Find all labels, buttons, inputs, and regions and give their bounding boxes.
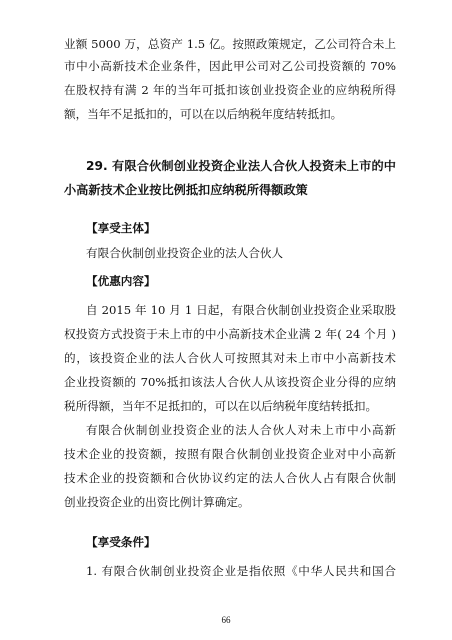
preferential-p1-line-4: 企业投资额的 70%抵扣该法人合伙人从该投资企业分得的应纳 — [64, 375, 396, 389]
preferential-p1-line-1: 自 2015 年 10 月 1 日起，有限合伙制创业投资企业采取股 — [86, 303, 396, 317]
preferential-p1-line-2: 权投资方式投资于未上市的中小高新技术企业满 2 年( 24 个月 ) — [64, 327, 396, 341]
preferential-p2-line-4: 创业投资企业的出资比例计算确定。 — [64, 495, 250, 509]
page-number: 66 — [221, 615, 231, 625]
beneficiary-text: 有限合伙制创业投资企业的法人合伙人 — [86, 246, 284, 260]
preferential-p2-line-1: 有限合伙制创业投资企业的法人合伙人对未上市中小高新 — [86, 423, 396, 437]
section-heading-line-1: 29. 有限合伙制创业投资企业法人合伙人投资未上市的中 — [86, 159, 396, 173]
conditions-item-1: 1. 有限合伙制创业投资企业是指依照《中华人民共和国合 — [86, 564, 396, 578]
intro-line-2: 市中小高新技术企业条件，因此甲公司对乙公司投资额的 70% — [64, 59, 396, 73]
conditions-heading: 【享受条件】 — [86, 535, 156, 549]
preferential-p1-line-3: 的，该投资企业的法人合伙人可按照其对未上市中小高新技术 — [64, 351, 396, 365]
preferential-heading: 【优惠内容】 — [86, 274, 156, 288]
intro-line-4: 额，当年不足抵扣的，可以在以后纳税年度结转抵扣。 — [64, 107, 343, 121]
preferential-p2-line-3: 技术企业的投资额和合伙协议约定的法人合伙人占有限合伙制 — [64, 471, 396, 485]
intro-line-1: 业额 5000 万，总资产 1.5 亿。按照政策规定，乙公司符合未上 — [64, 37, 396, 51]
section-heading-line-2: 小高新技术企业按比例抵扣应纳税所得额政策 — [64, 183, 308, 197]
preferential-p1-line-5: 税所得额，当年不足抵扣的，可以在以后纳税年度结转抵扣。 — [64, 399, 378, 413]
preferential-p2-line-2: 技术企业的投资额，按照有限合伙制创业投资企业对中小高新 — [64, 447, 396, 461]
beneficiary-heading: 【享受主体】 — [86, 221, 156, 235]
intro-line-3: 在股权持有满 2 年的当年可抵扣该创业投资企业的应纳税所得 — [64, 83, 396, 97]
